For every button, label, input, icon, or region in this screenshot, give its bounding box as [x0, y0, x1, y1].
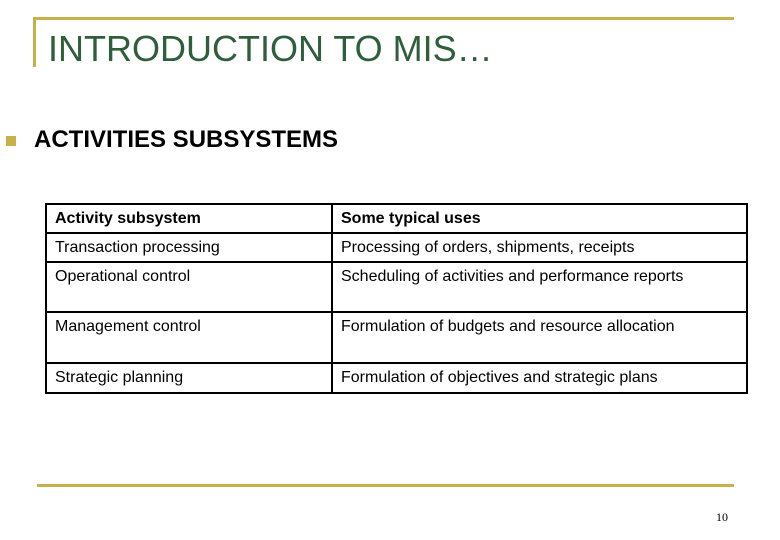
table-row	[46, 262, 747, 312]
activity-cell: Strategic planning	[46, 363, 332, 393]
activity-cell: Transaction processing	[46, 233, 332, 262]
bottom-rule	[37, 484, 734, 487]
header-activity-subsystem: Activity subsystem	[46, 204, 332, 233]
bullet-text: ACTIVITIES SUBSYSTEMS	[34, 126, 339, 153]
uses-cell: Formulation of objectives and strategic plans	[332, 363, 747, 393]
page-number: 10	[716, 510, 728, 524]
uses-cell: Processing of orders, shipments, receipts	[332, 233, 747, 262]
header-typical-uses: Some typical uses	[332, 204, 747, 233]
table-row	[46, 233, 747, 262]
table-row	[46, 363, 747, 393]
activity-cell: Operational control	[46, 262, 332, 312]
top-rule	[33, 17, 734, 20]
uses-cell: Scheduling of activities and performance reports	[332, 262, 747, 312]
slide-title: INTRODUCTION TO MIS…	[48, 28, 493, 69]
table-row	[46, 312, 747, 363]
square-bullet-icon	[6, 136, 16, 146]
activity-cell: Management control	[46, 312, 332, 363]
activities-table	[45, 203, 748, 394]
uses-cell: Formulation of budgets and resource allocation	[332, 312, 747, 363]
left-rule	[33, 17, 36, 67]
table-header-row	[46, 204, 747, 233]
bullet-item	[6, 125, 338, 155]
